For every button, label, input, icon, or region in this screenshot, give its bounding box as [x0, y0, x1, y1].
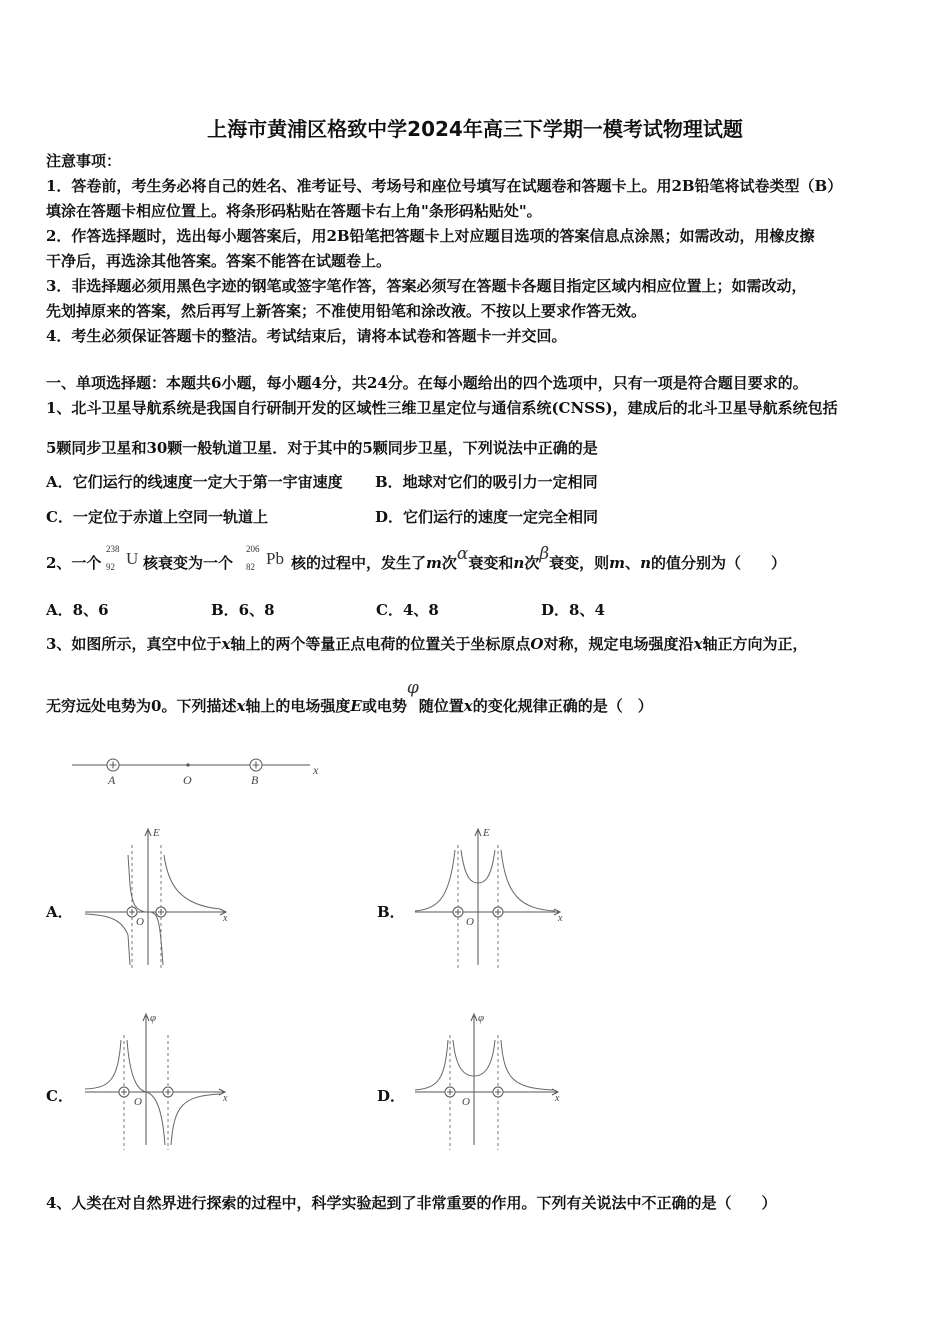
svg-text:O: O — [136, 916, 144, 928]
charge-figure — [70, 755, 330, 787]
notice-line: 1．答卷前，考生务必将自己的姓名、准考证号、考场号和座位号填写在试题卷和答题卡上。用2B铅笔将试卷类型（B） — [46, 177, 843, 195]
svg-text:x: x — [555, 1093, 560, 1104]
notice-line: 干净后，再选涂其他答案。答案不能答在试题卷上。 — [46, 252, 392, 270]
label-b: B — [251, 773, 259, 787]
svg-text:E: E — [153, 827, 160, 839]
question-2-text: 2、一个 — [46, 554, 102, 572]
q2-option-a: A．8、6 — [46, 601, 109, 619]
svg-text:E: E — [483, 827, 490, 839]
notice-line: 填涂在答题卡相应位置上。将条形码粘贴在答题卡右上角"条形码粘贴处"。 — [46, 202, 542, 220]
q2-option-b: B．6、8 — [211, 601, 275, 619]
q3-option-a-label: A． — [46, 903, 73, 921]
svg-text:x: x — [223, 913, 228, 924]
notice-heading: 注意事项： — [46, 152, 122, 170]
label-o: O — [183, 773, 192, 787]
label-a: A — [108, 773, 116, 787]
graph-option-d — [410, 1010, 570, 1160]
lead-atomic-number: 82 — [246, 562, 255, 572]
svg-text:x: x — [223, 1093, 228, 1104]
charge-a — [107, 759, 119, 771]
lead-symbol: Pb — [266, 549, 284, 568]
svg-text:x: x — [558, 913, 563, 924]
question-3-text: 无穷远处电势为0。下列描述x轴上的电场强度E或电势φ随位置x的变化规律正确的是（ ） — [46, 678, 653, 715]
q2-option-c: C．4、8 — [376, 601, 439, 619]
q3-option-c-label: C． — [46, 1087, 73, 1105]
question-4-text: 4、人类在对自然界进行探索的过程中，科学实验起到了非常重要的作用。下列有关说法中不正确的是（ ） — [46, 1194, 777, 1212]
svg-text:O: O — [462, 1096, 470, 1108]
graph-option-c — [80, 1010, 240, 1160]
question-1-text: 5颗同步卫星和30颗一般轨道卫星．对于其中的5颗同步卫星，下列说法中正确的是 — [46, 439, 598, 457]
uranium-mass-number: 238 — [106, 544, 120, 554]
question-1-text: 1、北斗卫星导航系统是我国自行研制开发的区域性三维卫星定位与通信系统(CNSS)，建成后的北斗卫星导航系统包括 — [46, 399, 838, 417]
question-3-text: 3、如图所示，真空中位于x轴上的两个等量正点电荷的位置关于坐标原点O对称，规定电场强度沿x轴正方向为正， — [46, 635, 808, 653]
origin-dot — [186, 763, 189, 766]
notice-line: 4．考生必须保证答题卡的整洁。考试结束后，请将本试卷和答题卡一并交回。 — [46, 327, 567, 345]
q1-option-b: B．地球对它们的吸引力一定相同 — [375, 473, 598, 491]
svg-text:φ: φ — [478, 1012, 485, 1024]
svg-text:O: O — [134, 1096, 142, 1108]
label-x: x — [313, 763, 319, 777]
q1-option-c: C．一定位于赤道上空同一轨道上 — [46, 508, 268, 526]
q3-option-d-label: D． — [377, 1087, 406, 1105]
graph-option-b — [410, 825, 570, 975]
notice-line: 2．作答选择题时，选出每小题答案后，用2B铅笔把答题卡上对应题目选项的答案信息点涂黑；如需改动，用橡皮擦 — [46, 227, 815, 245]
q1-option-d: D．它们运行的速度一定完全相同 — [375, 508, 599, 526]
charge-b — [250, 759, 262, 771]
notice-line: 3．非选择题必须用黑色字迹的钢笔或签字笔作答，答案必须写在答题卡各题目指定区域内相应位置上；如需改动， — [46, 277, 807, 295]
section-heading: 一、单项选择题：本题共6小题，每小题4分，共24分。在每小题给出的四个选项中，只有一项是符合题目要求的。 — [46, 374, 808, 392]
graph-option-a — [80, 825, 240, 975]
q3-option-b-label: B． — [377, 903, 405, 921]
svg-text:φ: φ — [150, 1012, 157, 1024]
uranium-atomic-number: 92 — [106, 562, 115, 572]
notice-line: 先划掉原来的答案，然后再写上新答案；不准使用铅笔和涂改液。不按以上要求作答无效。 — [46, 302, 647, 320]
page-title: 上海市黄浦区格致中学2024年高三下学期一模考试物理试题 — [207, 117, 743, 141]
question-2-text: 核衰变为一个 — [143, 554, 234, 572]
q2-option-d: D．8、4 — [541, 601, 605, 619]
q1-option-a: A．它们运行的线速度一定大于第一宇宙速度 — [46, 473, 343, 491]
uranium-symbol: U — [126, 549, 139, 568]
lead-mass-number: 206 — [246, 544, 260, 554]
question-2-text: 核的过程中，发生了m次α衰变和n次β衰变，则m、n的值分别为（ ） — [291, 544, 786, 572]
svg-text:O: O — [466, 916, 474, 928]
